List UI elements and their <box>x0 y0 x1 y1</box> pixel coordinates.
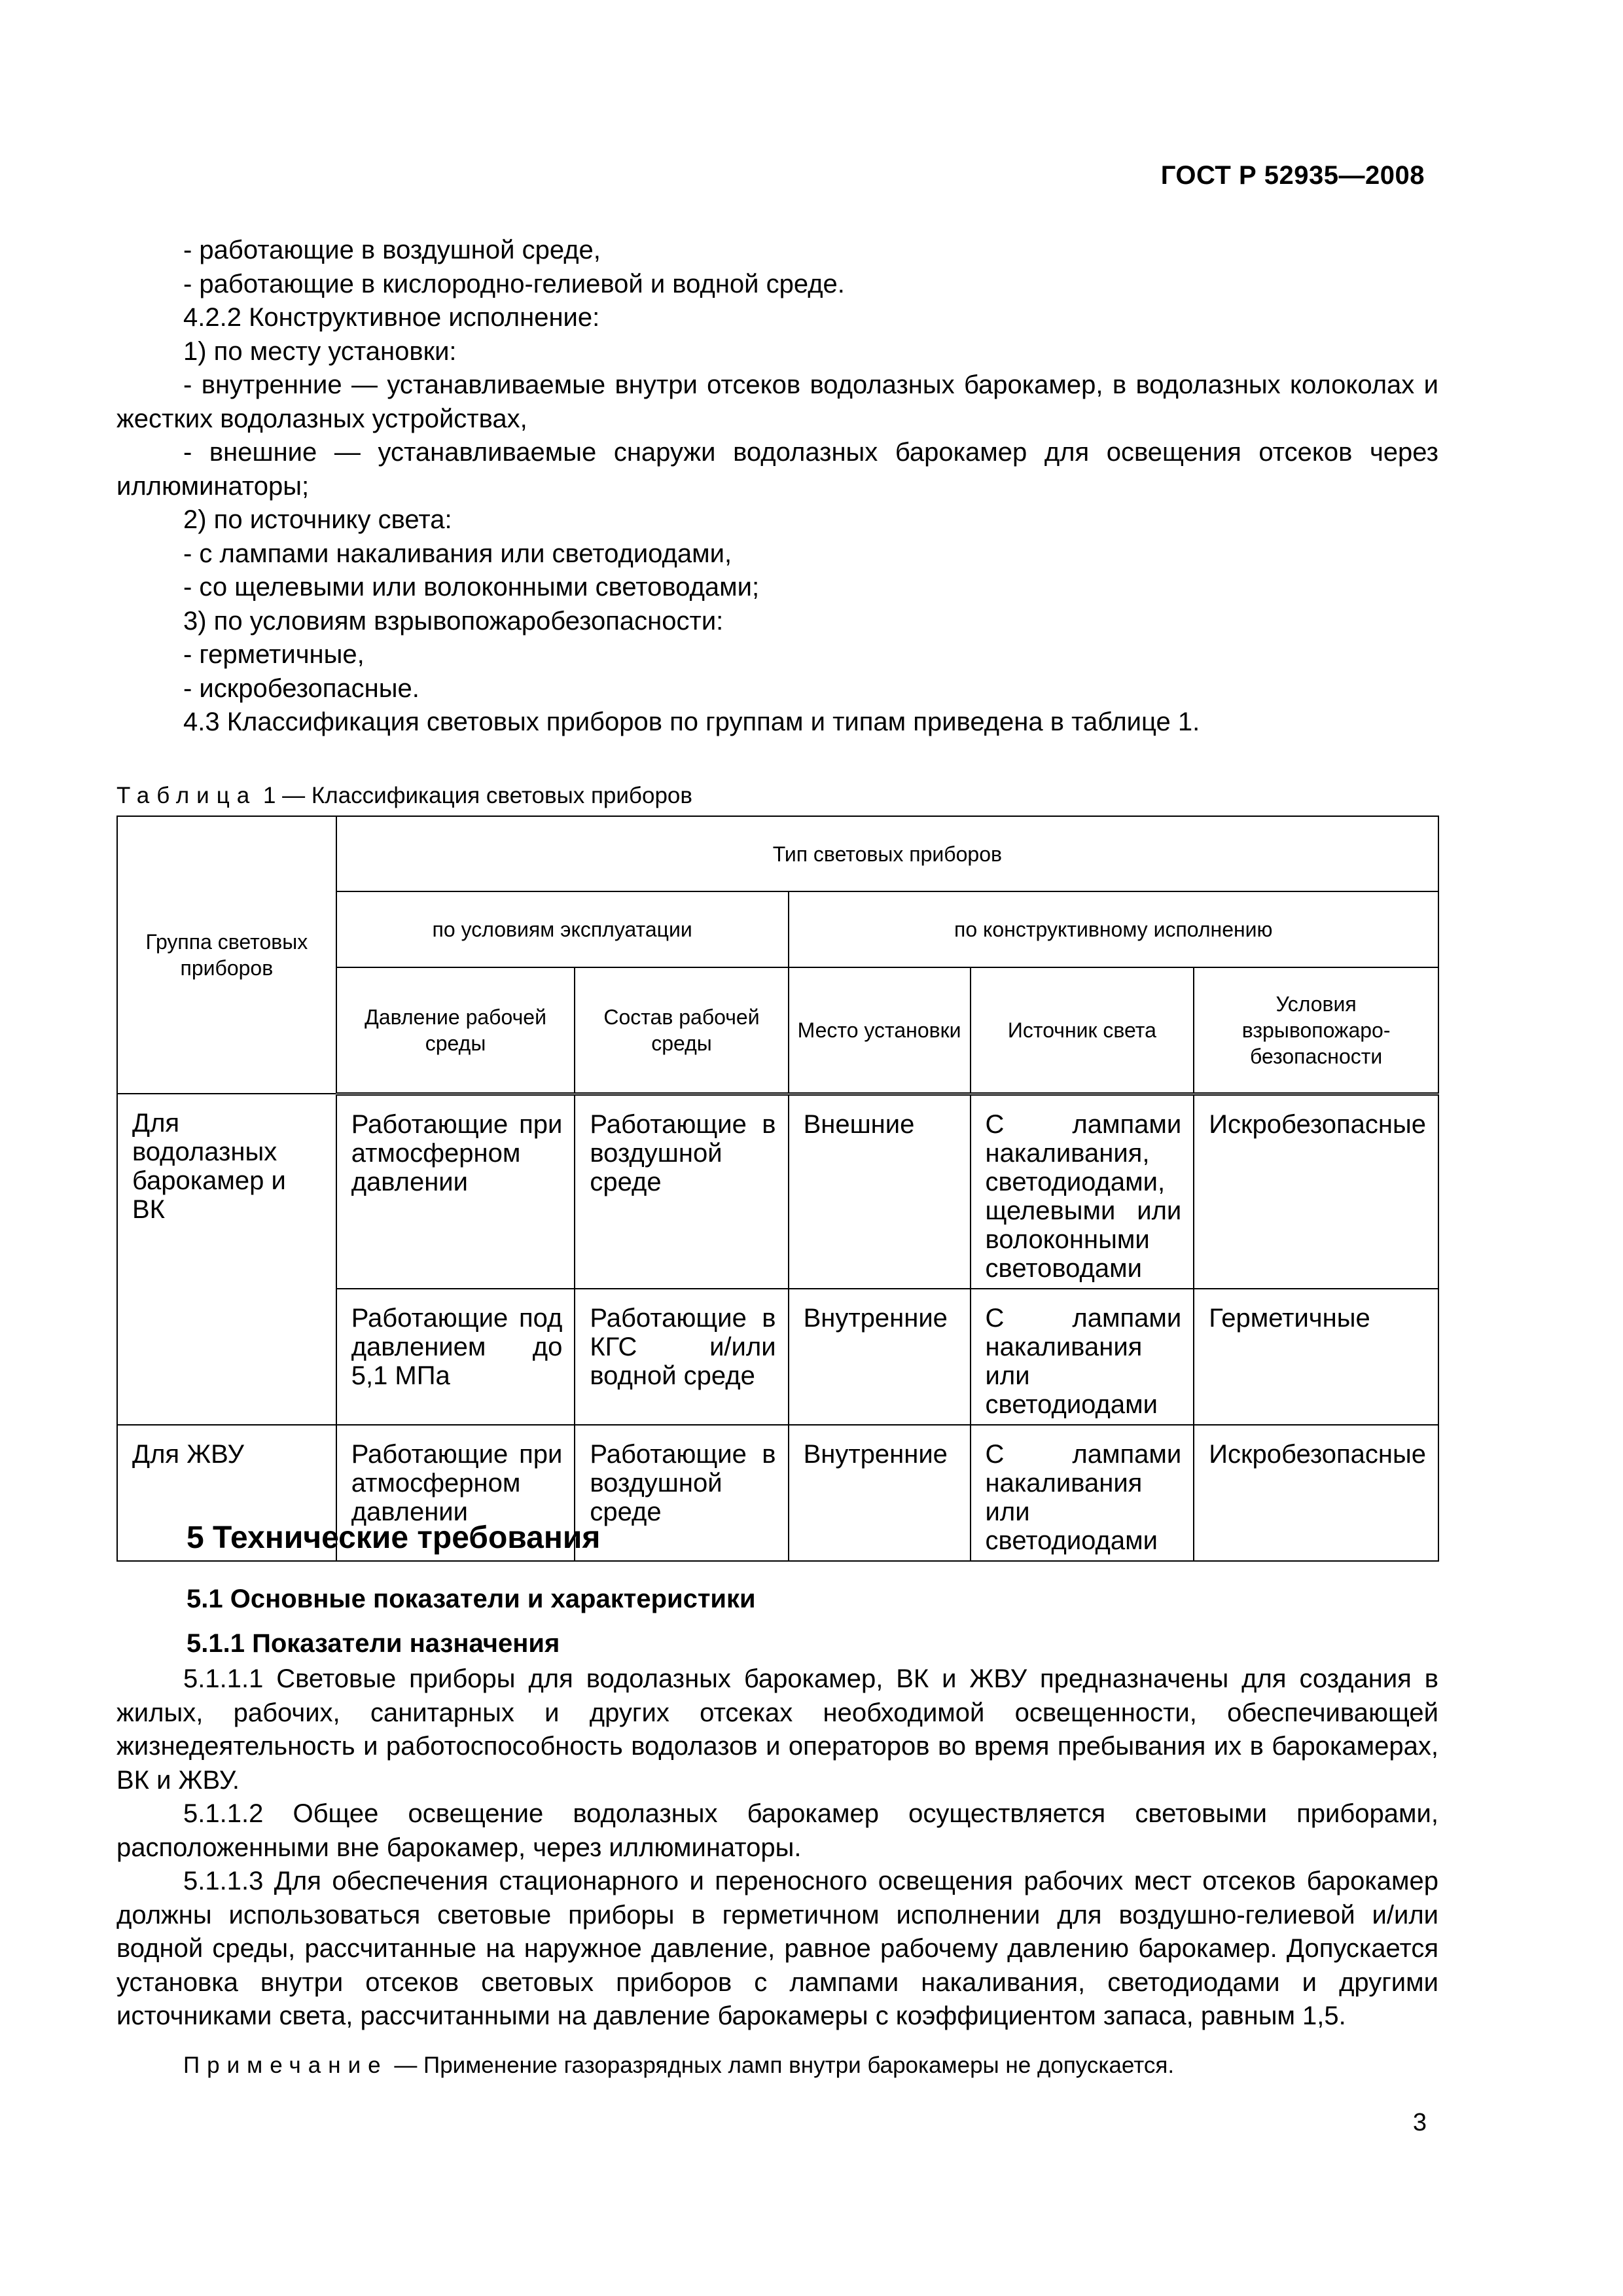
source-cell: С лампами накаливания или светодиодами <box>971 1289 1194 1425</box>
document-id: ГОСТ Р 52935—2008 <box>1160 161 1425 190</box>
paragraph: 5.1.1.1 Световые приборы для водолазных барокамер, ВК и ЖВУ предназначены для создания в жилых, рабочих, санитарных и других отсеках необходимой освещенности, обеспечивающей жизнедеятельность и работоспособность водолазов и операторов во время пребывания их в барокамерах, ВК и ЖВУ. <box>116 1664 1438 1795</box>
list-item: - со щелевыми или волоконными световодами; <box>183 573 760 601</box>
note <box>183 2053 1174 2079</box>
table-caption-text: 1 — Классификация световых приборов <box>262 783 692 808</box>
pressure-cell: Работающие при атмосферном давлении <box>336 1094 575 1289</box>
list-item: 1) по месту установки: <box>183 336 457 366</box>
composition-cell: Работающие в воздушной среде <box>575 1425 788 1561</box>
list-item: 3) по условиям взрывопожаробезопасности: <box>183 606 724 636</box>
page-number: 3 <box>1412 2109 1427 2136</box>
subsubsection-title: 5.1.1 Показатели назначения <box>187 1629 560 1658</box>
section-body <box>116 1662 1438 2034</box>
note-text: — Применение газоразрядных ламп внутри барокамеры не допускается. <box>394 2053 1175 2078</box>
classification-table <box>116 816 1439 1562</box>
header-type: Тип световых приборов <box>336 816 1438 891</box>
header-composition: Состав рабочей среды <box>575 967 788 1094</box>
header-location: Место установки <box>789 967 971 1094</box>
composition-cell: Работающие в воздушной среде <box>575 1094 788 1289</box>
location-cell: Внутренние <box>789 1289 971 1425</box>
list-item: - искробезопасные. <box>183 673 419 703</box>
group-cell: Для ЖВУ <box>117 1425 336 1561</box>
header-pressure: Давление рабочей среды <box>336 967 575 1094</box>
list-item: 2) по источнику света: <box>183 505 452 534</box>
source-cell: С лампами накаливания, светодиодами, щелевыми или волоконными световодами <box>971 1094 1194 1289</box>
subsection-title: 5.1 Основные показатели и характеристики <box>187 1585 756 1613</box>
source-cell: С лампами накаливания или светодиодами <box>971 1425 1194 1561</box>
header-source: Источник света <box>971 967 1194 1094</box>
paragraph: 5.1.1.2 Общее освещение водолазных барокамер осуществляется световыми приборами, расположенными вне барокамер, через иллюминаторы. <box>116 1799 1438 1862</box>
classification-list <box>116 234 1438 740</box>
list-item: 4.3 Классификация световых приборов по группам и типам приведена в таблице 1. <box>183 708 1200 736</box>
group-cell: Для водолазных барокамер и ВК <box>117 1094 336 1425</box>
table-row <box>117 1094 1438 1289</box>
paragraph: 5.1.1.3 Для обеспечения стационарного и переносного освещения рабочих мест отсеков барокамер должны использоваться световые приборы в герметичном исполнении для воздушно-гелиевой и/или водной среды, рассчитанные на наружное давление, равное рабочему давлению барокамер. Допускается установка внутри отсеков световых приборов с лампами накаливания, светодиодами и другими источниками света, рассчитанными на давление барокамеры с коэффициентом запаса, равным 1,5. <box>116 1867 1438 2030</box>
list-item: 4.2.2 Конструктивное исполнение: <box>183 303 600 332</box>
safety-cell: Искробезопасные <box>1194 1094 1438 1289</box>
list-item: - внешние — устанавливаемые снаружи водолазных барокамер для освещения отсеков через иллюминаторы; <box>116 438 1438 501</box>
header-group: Группа световых приборов <box>117 816 336 1094</box>
list-item: - работающие в воздушной среде, <box>183 236 601 264</box>
pressure-cell: Работающие под давлением до 5,1 МПа <box>336 1289 575 1425</box>
location-cell: Внешние <box>789 1094 971 1289</box>
safety-cell: Искробезопасные <box>1194 1425 1438 1561</box>
header-operation: по условиям эксплуатации <box>336 891 789 967</box>
table-caption-label: Таблица <box>116 783 257 808</box>
section-title: 5 Технические требования <box>187 1520 601 1555</box>
list-item: - внутренние — устанавливаемые внутри отсеков водолазных барокамер, в водолазных колоколах и жестких водолазных устройствах, <box>116 370 1438 433</box>
table-caption <box>116 783 692 809</box>
list-item: - работающие в кислородно-гелиевой и водной среде. <box>183 269 845 298</box>
composition-cell: Работающие в КГС и/или водной среде <box>575 1289 788 1425</box>
safety-cell: Герметичные <box>1194 1289 1438 1425</box>
header-safety: Условия взрывопожаро-безопасности <box>1194 967 1438 1094</box>
header-design: по конструктивному исполнению <box>789 891 1438 967</box>
list-item: - герметичные, <box>183 640 365 669</box>
location-cell: Внутренние <box>789 1425 971 1561</box>
pressure-cell: Работающие при атмосферном давлении <box>336 1425 575 1561</box>
list-item: - с лампами накаливания или светодиодами, <box>183 539 732 568</box>
note-label: Примечание <box>183 2053 388 2078</box>
